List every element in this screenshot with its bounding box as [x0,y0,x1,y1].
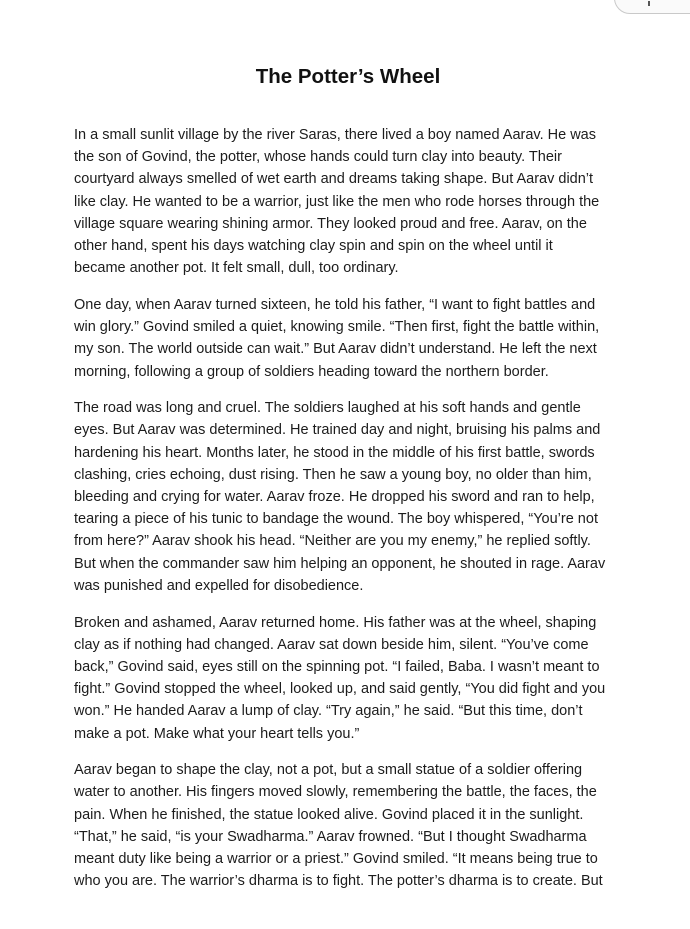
document-page [74,62,622,907]
text-line: pain. When he finished, the statue looked alive. Govind placed it in the sunlight. [74,806,584,823]
text-line: tearing a piece of his tunic to bandage the wound. The boy whispered, “You’re not [74,511,598,528]
text-line: fight.” Govind stopped the wheel, looked up, and said gently, “You did fight and you [74,681,606,698]
corner-tab[interactable] [614,0,690,14]
text-line: One day, when Aarav turned sixteen, he told his father, “I want to fight battles and [74,296,596,313]
paragraph-3 [74,397,622,597]
text-line: eyes. But Aarav was determined. He trained day and night, bruising his palms and [74,422,601,439]
tab-mark-icon [648,1,650,6]
text-line: from here?” Aarav shook his head. “Neither are you my enemy,” he replied softly. [74,533,591,550]
paragraph-5 [74,759,622,892]
text-line: “That,” he said, “is your Swadharma.” Aarav frowned. “But I thought Swadharma [74,828,587,845]
paragraph-1 [74,124,622,279]
text-line: like clay. He wanted to be a warrior, just like the men who rode horses through the [74,193,600,210]
text-line: who you are. The warrior’s dharma is to fight. The potter’s dharma is to create. But [74,873,603,890]
paragraph-2 [74,294,622,383]
text-line: In a small sunlit village by the river Saras, there lived a boy named Aarav. He was [74,127,596,143]
text-line: But when the commander saw him helping an opponent, he shouted in rage. Aarav [74,555,606,572]
document-body [74,124,622,893]
text-line: win glory.” Govind smiled a quiet, knowing smile. “Then first, fight the battle within, [74,319,600,336]
text-line: clay as if nothing had changed. Aarav sat down beside him, silent. “You’ve come [74,636,589,653]
text-line: became another pot. It felt small, dull, too ordinary. [74,260,399,277]
text-line: my son. The world outside can wait.” But Aarav didn’t understand. He left the next [74,341,597,358]
text-line: bleeding and crying for water. Aarav froze. He dropped his sword and ran to help, [74,489,595,506]
text-line: meant duty like being a warrior or a priest.” Govind smiled. “It means being true to [74,851,598,868]
text-line: Broken and ashamed, Aarav returned home. His father was at the wheel, shaping [74,614,597,631]
text-line: Aarav began to shape the clay, not a pot, but a small statue of a soldier offering [74,762,583,779]
text-line: make a pot. Make what your heart tells you.” [74,725,360,742]
text-line: other hand, spent his days watching clay spin and spin on the wheel until it [74,238,553,255]
text-line: The road was long and cruel. The soldiers laughed at his soft hands and gentle [74,400,581,417]
text-line: water to another. His fingers moved slowly, remembering the battle, the faces, the [74,784,597,801]
text-line: morning, following a group of soldiers heading toward the northern border. [74,363,549,380]
text-line: won.” He handed Aarav a lump of clay. “Try again,” he said. “But this time, don’t [74,703,583,720]
text-line: courtyard always smelled of wet earth and dreams taking shape. But Aarav didn’t [74,171,594,188]
page-title: The Potter’s Wheel [255,65,441,88]
text-line: the son of Govind, the potter, whose hands could turn clay into beauty. Their [74,149,562,166]
paragraph-4 [74,612,622,745]
text-line: hardening his heart. Months later, he stood in the middle of his first battle, swords [74,444,595,461]
text-line: was punished and expelled for disobedience. [74,577,364,594]
text-line: clashing, cries echoing, dust rising. Then he saw a young boy, no older than him, [74,466,592,483]
text-line: back,” Govind said, eyes still on the spinning pot. “I failed, Baba. I wasn’t meant to [74,658,600,675]
text-line: village square wearing shining armor. They looked proud and free. Aarav, on the [74,215,587,232]
